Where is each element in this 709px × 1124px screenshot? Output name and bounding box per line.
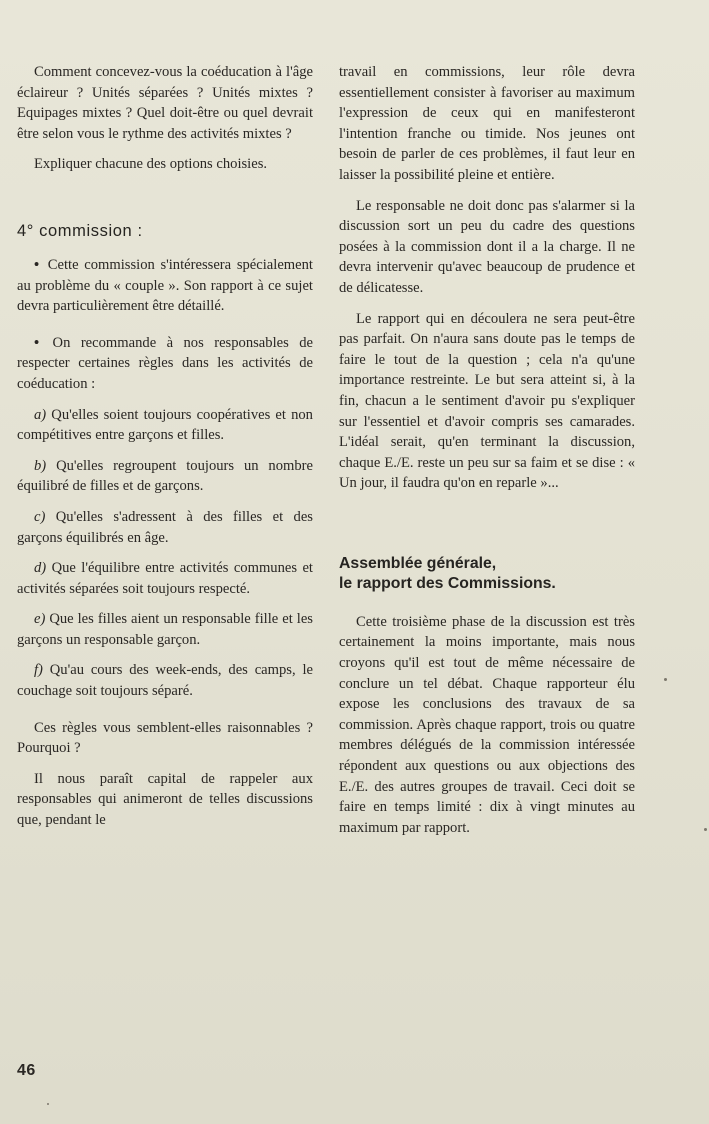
bullet-paragraph-2-text: On recommande à nos responsables de respecter certaines règles dans les activités de coéducation : bbox=[17, 334, 313, 392]
rule-text: Que les filles aient un responsable fille et les garçons un responsable garçon. bbox=[17, 611, 313, 648]
left-paragraph-6: Il nous paraît capital de rappeler aux responsables qui animeront de telles discussions que, pendant le bbox=[17, 770, 313, 829]
rule-letter: c) bbox=[34, 508, 46, 525]
rule-letter: b) bbox=[34, 457, 47, 474]
bullet-icon: • bbox=[34, 334, 40, 351]
rule-text: Qu'elles soient toujours coopératives et non compétitives entre garçons et filles. bbox=[17, 406, 313, 444]
left-paragraph-5: Ces règles vous semblent-elles raisonnables ? Pourquoi ? bbox=[17, 719, 313, 757]
left-column bbox=[17, 62, 313, 841]
section-heading-line-2: le rapport des Commissions. bbox=[339, 574, 556, 592]
right-paragraph-4: Cette troisième phase de la discussion est très certainement la moins importante, mais nous croyons qu'il est tout de même nécessaire de conclure un tel débat. Chaque rapporteur élu expose les conclusions des travaux de sa commission. Après chaque rapport, trois ou quatre membres délégués de la commission intéressée répondent aux questions ou aux objections des E./E. des autres groupes de travail. Ceci doit se faire en temps limité : dix à vingt minutes au maximum par rapport. bbox=[339, 613, 635, 836]
left-paragraph-1: Comment concevez-vous la coéducation à l'âge éclaireur ? Unités séparées ? Unités mixtes ? Equipages mixtes ? Quel doit-être ou quel devrait être selon vous le rythme des activités mixtes ? bbox=[17, 64, 313, 142]
rule-letter: f) bbox=[34, 662, 43, 679]
bullet-paragraph-2 bbox=[17, 333, 313, 395]
section-heading-line-1: Assemblée générale, bbox=[339, 554, 497, 572]
right-column bbox=[339, 62, 635, 848]
rule-text: Qu'elles regroupent toujours un nombre équilibré de filles et de garçons. bbox=[17, 457, 313, 495]
rule-a bbox=[17, 405, 313, 446]
rule-letter: d) bbox=[34, 560, 47, 577]
paper-speck bbox=[664, 678, 667, 681]
rule-letter: a) bbox=[34, 406, 47, 423]
rule-text: Que l'équilibre entre activités communes et activités séparées soit toujours respecté. bbox=[17, 560, 313, 597]
rule-f bbox=[17, 660, 313, 701]
commission-heading: 4° commission : bbox=[17, 221, 143, 240]
right-paragraph-3: Le rapport qui en découlera ne sera peut-être pas parfait. On n'aura sans doute pas le temps de faire le tout de la question ; cela n'a qu'une importance restreinte. Le but sera atteint si, à la fin, chacun a le sentiment d'avoir pu s'expliquer sur l'essentiel et d'avoir compris ses camarades. L'idéal serait, qu'en terminant la discussion, chaque E./E. reste un peu sur sa faim et se dise : « Un jour, il faudra qu'on en reparle »... bbox=[339, 310, 635, 492]
rule-text: Qu'elles s'adressent à des filles et des garçons équilibrés en âge. bbox=[17, 508, 313, 546]
section-heading bbox=[339, 554, 635, 594]
page-number: 46 bbox=[17, 1062, 36, 1079]
bullet-icon: • bbox=[34, 256, 40, 273]
rule-e bbox=[17, 609, 313, 650]
rule-c bbox=[17, 507, 313, 548]
rule-d bbox=[17, 558, 313, 599]
paper-speck bbox=[47, 1103, 49, 1105]
right-paragraph-2: Le responsable ne doit donc pas s'alarmer si la discussion sort un peu du cadre des questions posées à la commission dont il a la charge. Il ne devra intervenir qu'avec beaucoup de prudence et de délicatesse. bbox=[339, 197, 635, 296]
paper-speck bbox=[704, 828, 707, 831]
rule-text: Qu'au cours des week-ends, des camps, le couchage soit toujours séparé. bbox=[17, 662, 313, 700]
right-paragraph-1: travail en commissions, leur rôle devra essentiellement consister à favoriser au maximum l'expression de ceux qui en manifesteront l'intention franche ou timide. Nos jeunes ont besoin de parler de ces problèmes, il faut leur en laisser la possibilité pleine et entière. bbox=[339, 64, 635, 183]
rule-b bbox=[17, 456, 313, 497]
left-paragraph-2: Expliquer chacune des options choisies. bbox=[34, 156, 268, 173]
rule-letter: e) bbox=[34, 611, 46, 628]
bullet-paragraph-1-text: Cette commission s'intéressera spécialement au problème du « couple ». Son rapport à ce sujet devra particulièrement être détaillé. bbox=[17, 256, 313, 315]
bullet-paragraph-1 bbox=[17, 255, 313, 317]
